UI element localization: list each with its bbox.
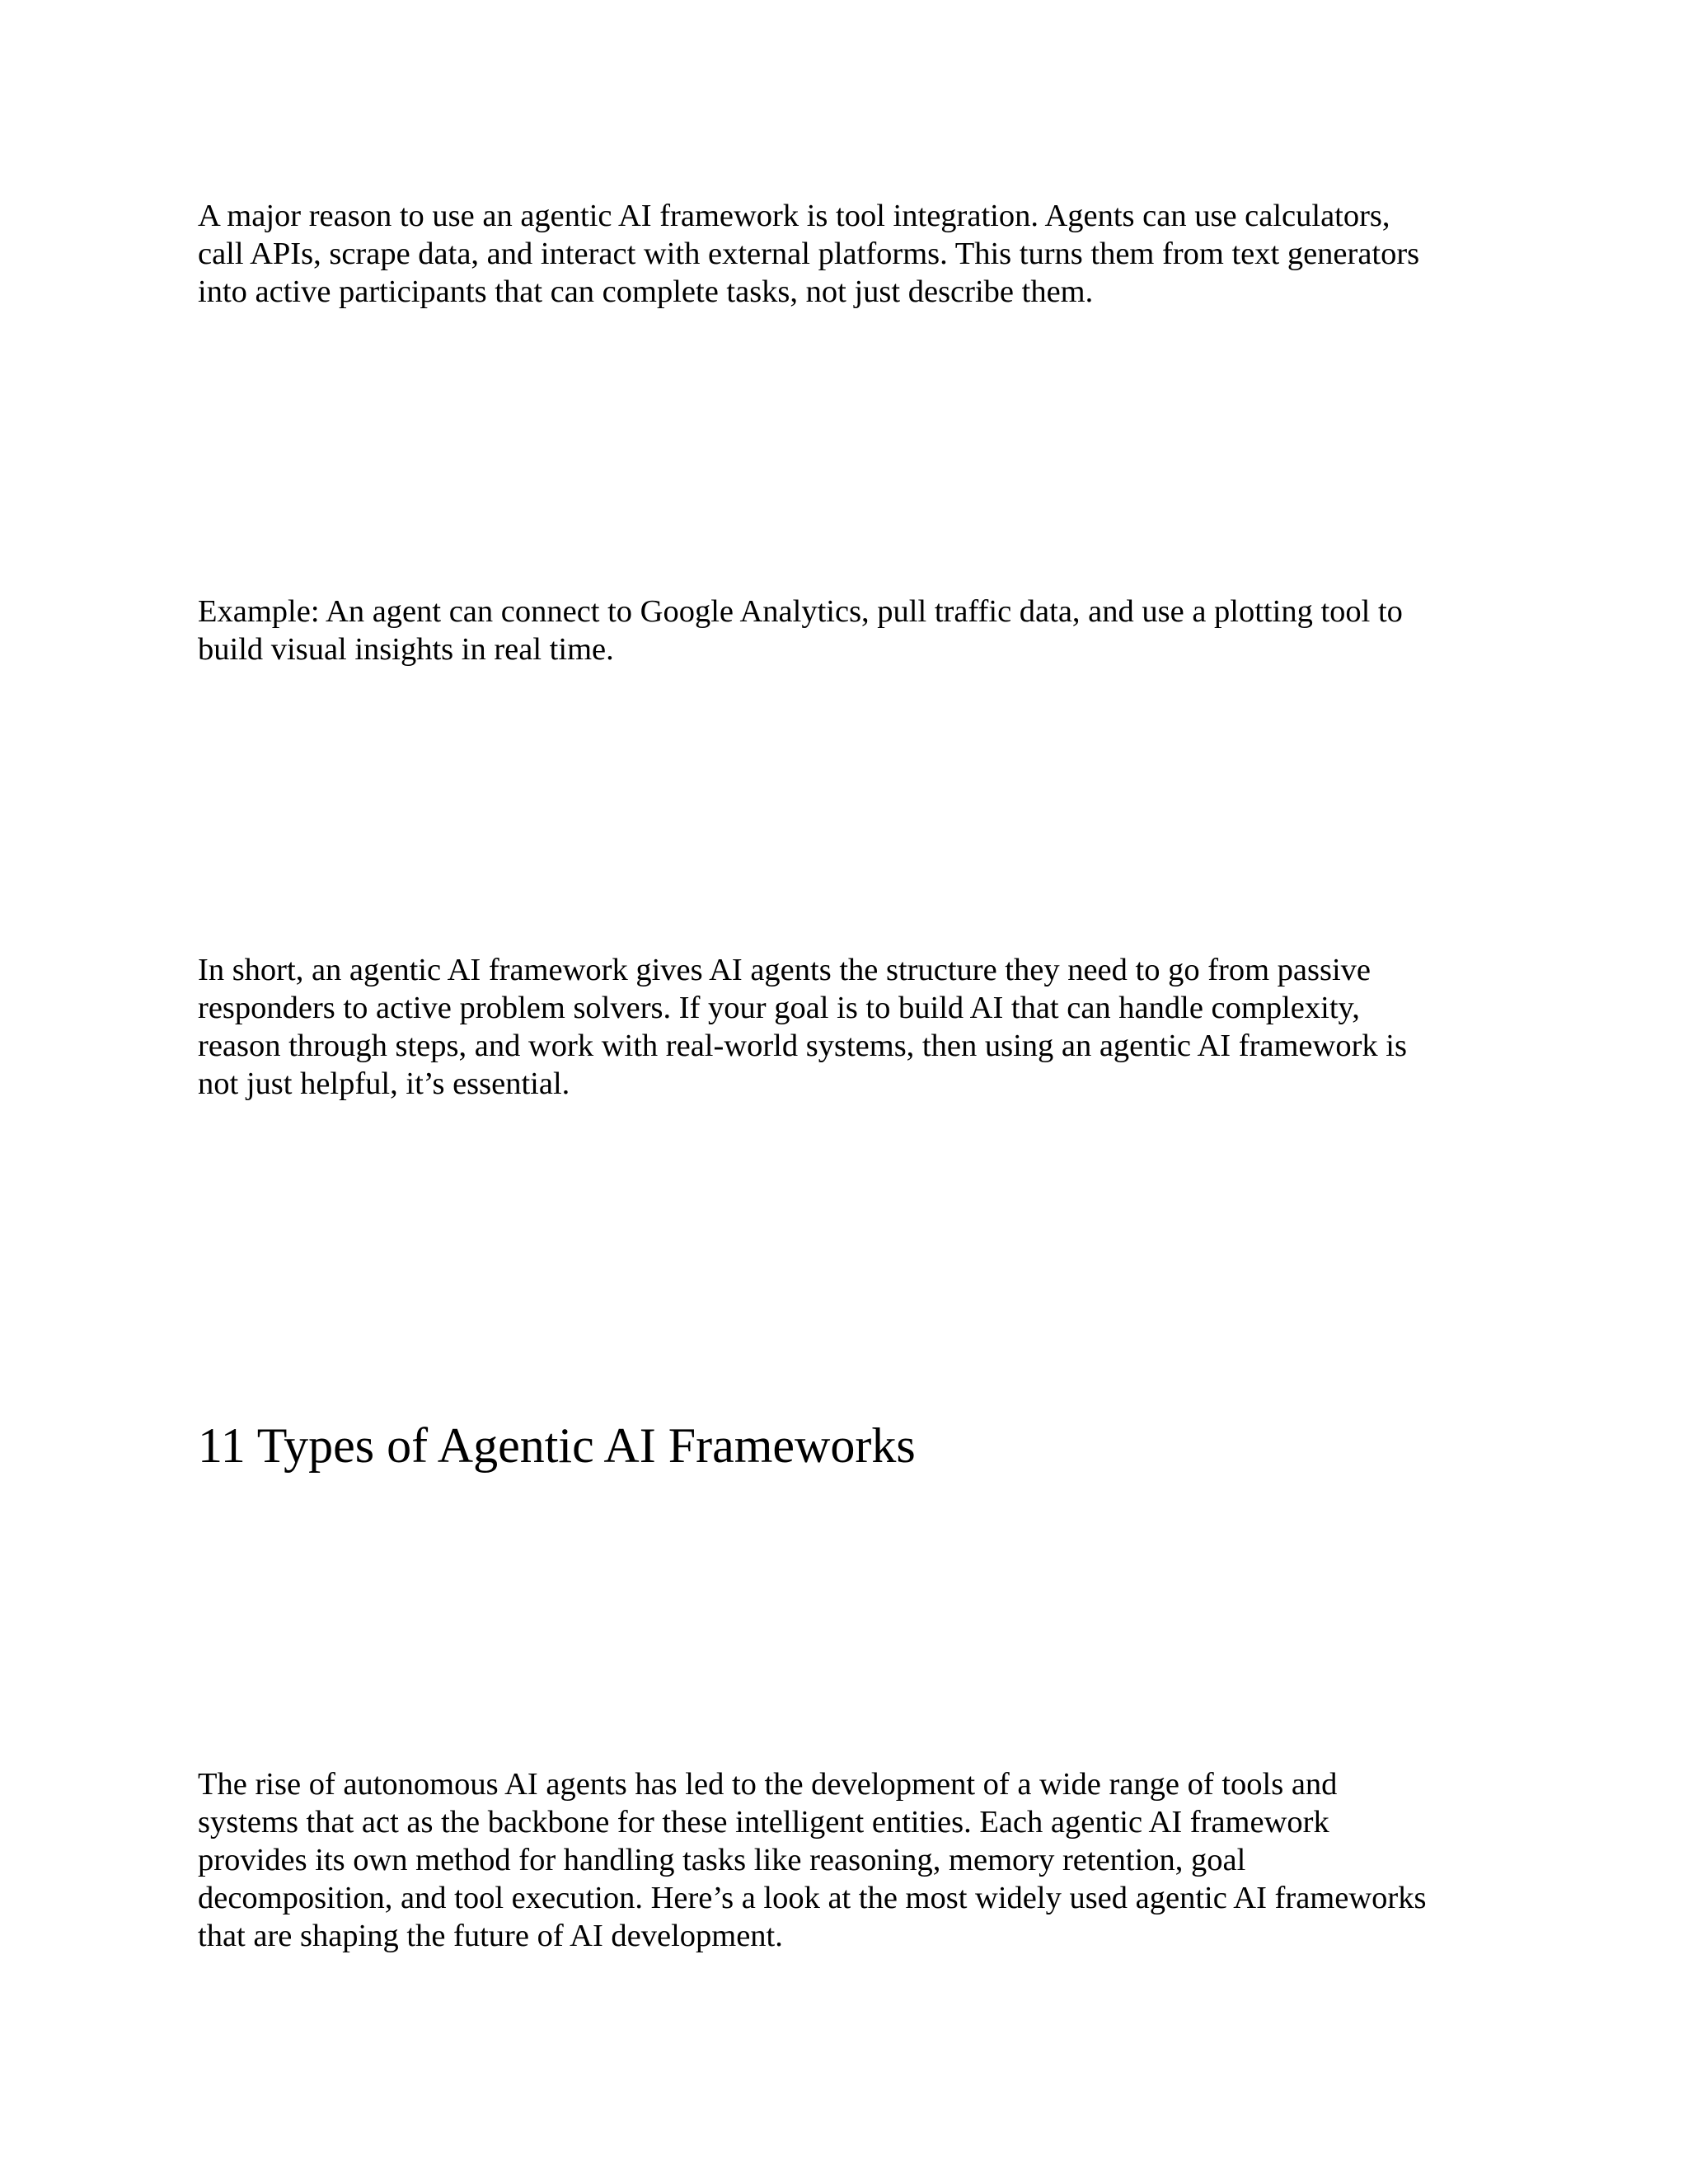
- text-line: The rise of autonomous AI agents has led to the development of a wide range of tools and: [198, 1767, 1338, 1802]
- text-line: decomposition, and tool execution. Here’s a look at the most widely used agentic AI frameworks: [198, 1881, 1427, 1915]
- paragraph-summary: [198, 951, 1517, 1103]
- text-line: into active participants that can complete tasks, not just describe them.: [198, 274, 1094, 309]
- text-line: provides its own method for handling tasks like reasoning, memory retention, goal: [198, 1843, 1246, 1877]
- text-line: responders to active problem solvers. If your goal is to build AI that can handle complexity,: [198, 991, 1360, 1025]
- text-line: In short, an agentic AI framework gives AI agents the structure they need to go from passive: [198, 953, 1372, 987]
- text-line: Example: An agent can connect to Google Analytics, pull traffic data, and use a plotting tool to: [198, 594, 1403, 629]
- text-line: build visual insights in real time.: [198, 632, 614, 667]
- text-line: A major reason to use an agentic AI framework is tool integration. Agents can use calculators,: [198, 199, 1390, 233]
- text-line: that are shaping the future of AI development.: [198, 1919, 783, 1953]
- section-heading: 11 Types of Agentic AI Frameworks: [198, 1418, 916, 1473]
- text-line: systems that act as the backbone for these intelligent entities. Each agentic AI framework: [198, 1805, 1329, 1840]
- text-line: not just helpful, it’s essential.: [198, 1066, 570, 1101]
- text-line: reason through steps, and work with real-world systems, then using an agentic AI framework is: [198, 1029, 1407, 1063]
- paragraph-intro-frameworks: [198, 1765, 1517, 1955]
- paragraph-tool-integration: [198, 197, 1517, 311]
- text-line: call APIs, scrape data, and interact with external platforms. This turns them from text generators: [198, 237, 1420, 271]
- paragraph-example: [198, 593, 1517, 668]
